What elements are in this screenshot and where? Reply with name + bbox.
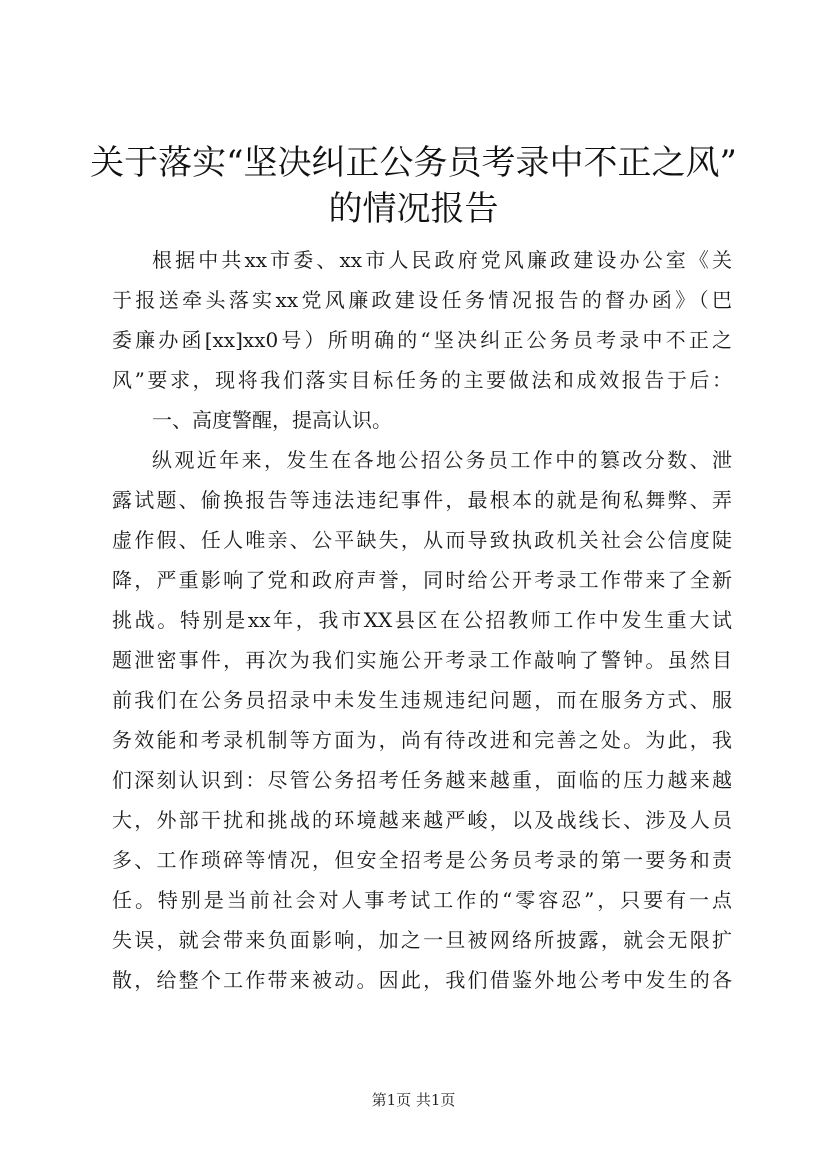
paragraph-line: 们深刻认识到：尽管公务招考任务越来越重，面临的压力越来越: [112, 768, 732, 792]
paragraph-line: 降，严重影响了党和政府声誉，同时给公开考录工作带来了全新: [112, 568, 732, 592]
paragraph-line: 大，外部干扰和挑战的环境越来越严峻，以及战线长、涉及人员: [112, 808, 732, 832]
paragraph-line: 根据中共xx市委、xx市人民政府党风廉政建设办公室《关: [152, 248, 732, 272]
paragraph-line: 失误，就会带来负面影响，加之一旦被网络所披露，就会无限扩: [112, 928, 732, 952]
paragraph-line: 题泄密事件，再次为我们实施公开考录工作敲响了警钟。虽然目: [112, 648, 732, 672]
section-heading: 一、高度警醒，提高认识。: [152, 408, 392, 432]
document-title-line-2: 的情况报告: [328, 189, 499, 229]
paragraph-line: 纵观近年来，发生在各地公招公务员工作中的篡改分数、泄: [152, 448, 732, 472]
document-title-line-1: 关于落实“坚决纠正公务员考录中不正之风”: [90, 143, 737, 183]
paragraph-line: 前我们在公务员招录中未发生违规违纪问题，而在服务方式、服: [112, 688, 732, 712]
paragraph-line: 委廉办函[xx]xx0号）所明确的“坚决纠正公务员考录中不正之: [112, 328, 732, 352]
paragraph-line: 风”要求，现将我们落实目标任务的主要做法和成效报告于后：: [112, 368, 732, 392]
paragraph-line: 露试题、偷换报告等违法违纪事件，最根本的就是徇私舞弊、弄: [112, 488, 732, 512]
paragraph-line: 任。特别是当前社会对人事考试工作的“零容忍”，只要有一点: [112, 888, 732, 912]
paragraph-line: 多、工作琐碎等情况，但安全招考是公务员考录的第一要务和责: [112, 848, 732, 872]
paragraph-line: 于报送牵头落实xx党风廉政建设任务情况报告的督办函》（巴: [112, 288, 732, 312]
paragraph-line: 挑战。特别是xx年，我市XX县区在公招教师工作中发生重大试: [112, 608, 732, 632]
paragraph-line: 虚作假、任人唯亲、公平缺失，从而导致执政机关社会公信度陡: [112, 528, 732, 552]
page-footer: 第1页 共1页: [371, 1091, 456, 1109]
document-body: [112, 240, 732, 1000]
paragraph-line: 散，给整个工作带来被动。因此，我们借鉴外地公考中发生的各: [112, 968, 732, 992]
paragraph-line: 务效能和考录机制等方面为，尚有待改进和完善之处。为此，我: [112, 728, 732, 752]
